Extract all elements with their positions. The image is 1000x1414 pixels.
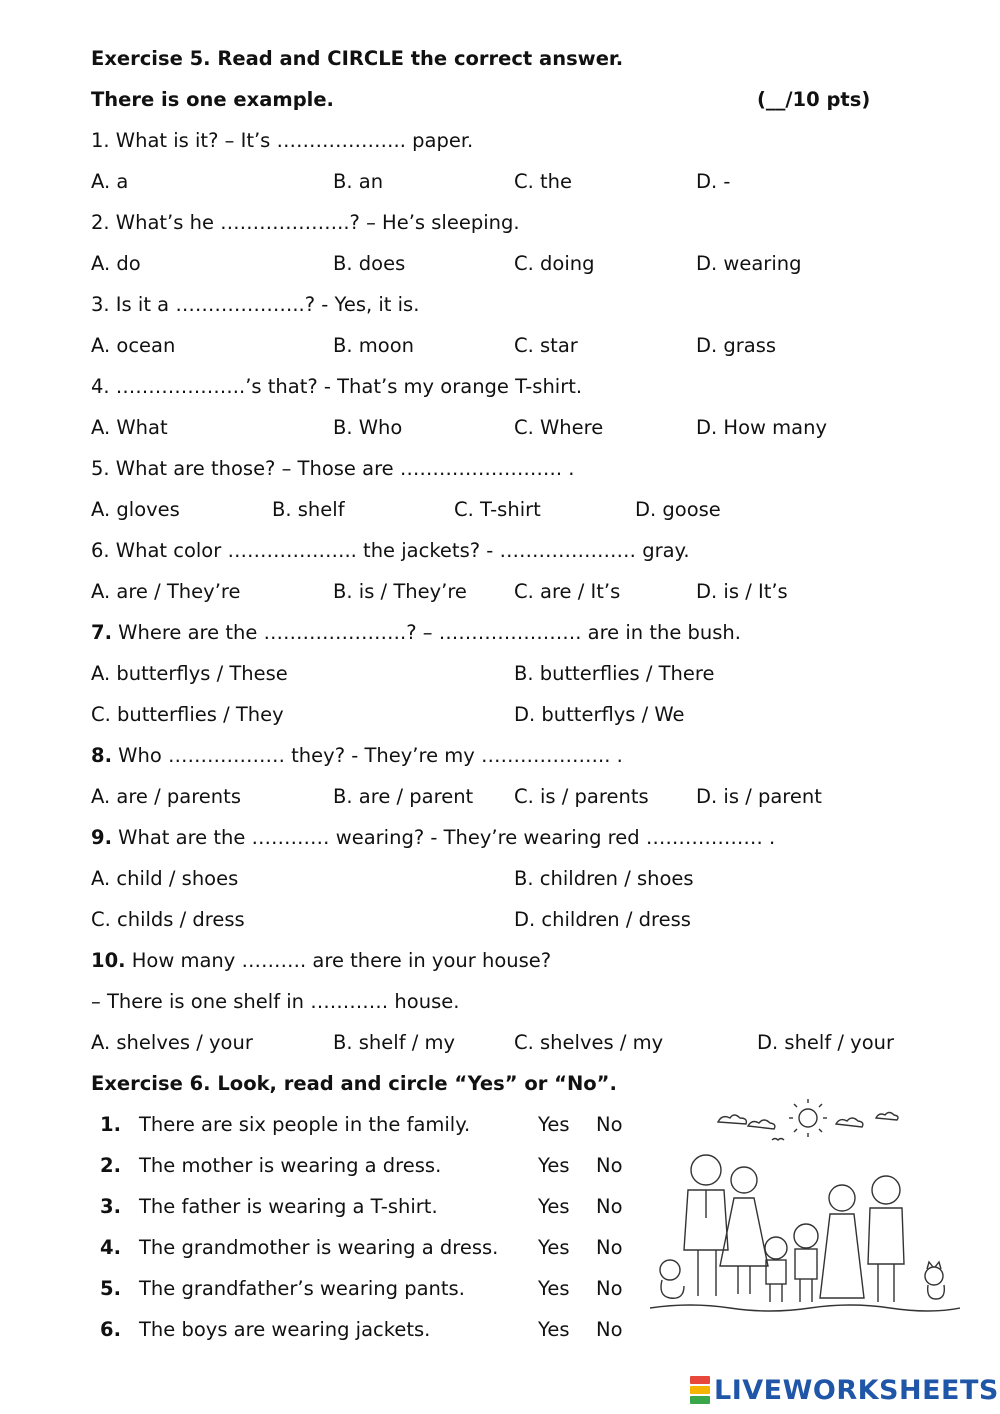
q6-option-b[interactable]: B. is / They’re (333, 580, 467, 603)
q7-option-c[interactable]: C. butterflies / They (91, 703, 284, 726)
q1-option-b[interactable]: B. an (333, 170, 384, 193)
statement-text: The boys are wearing jackets. (139, 1318, 431, 1341)
q5-option-c[interactable]: C. T-shirt (454, 498, 541, 521)
q6-option-a[interactable]: A. are / They’re (91, 580, 241, 603)
statement-number: 4. (100, 1236, 121, 1259)
q9-option-a[interactable]: A. child / shoes (91, 867, 239, 890)
q5-option-d[interactable]: D. goose (635, 498, 721, 521)
statement-number: 2. (100, 1154, 121, 1177)
q4-option-c[interactable]: C. Where (514, 416, 604, 439)
cloud-icon (748, 1120, 775, 1129)
q2-option-a[interactable]: A. do (91, 252, 141, 275)
no-option[interactable]: No (596, 1277, 623, 1300)
liveworksheets-logo (690, 1374, 999, 1406)
q8-option-d[interactable]: D. is / parent (696, 785, 822, 808)
statement-number: 1. (100, 1113, 121, 1136)
cloud-icon (876, 1113, 898, 1121)
question-10-text: How many ………. are there in your house? (125, 949, 552, 972)
q2-option-b[interactable]: B. does (333, 252, 406, 275)
question-8-number: 8. (91, 744, 112, 767)
q3-option-c[interactable]: C. star (514, 334, 578, 357)
q8-option-a[interactable]: A. are / parents (91, 785, 241, 808)
q10-option-a[interactable]: A. shelves / your (91, 1031, 253, 1054)
boy-figure (794, 1224, 818, 1302)
yes-option[interactable]: Yes (538, 1195, 570, 1218)
question-9-text: What are the ………… wearing? - They’re wearing red ……………… . (111, 826, 776, 849)
q3-option-d[interactable]: D. grass (696, 334, 777, 357)
statement-number: 3. (100, 1195, 121, 1218)
bird-icon (772, 1139, 784, 1141)
exercise6-title: Exercise 6. Look, read and circle “Yes” or “No”. (91, 1072, 617, 1095)
q8-option-c[interactable]: C. is / parents (514, 785, 649, 808)
question-7-number: 7. (91, 621, 112, 644)
q5-option-a[interactable]: A. gloves (91, 498, 180, 521)
question-5: 5. What are those? – Those are ……………………. . (91, 457, 575, 480)
q10-option-b[interactable]: B. shelf / my (333, 1031, 456, 1054)
q6-option-c[interactable]: C. are / It’s (514, 580, 621, 603)
q6-option-d[interactable]: D. is / It’s (696, 580, 788, 603)
question-8 (91, 744, 623, 768)
q1-option-a[interactable]: A. a (91, 170, 129, 193)
question-1: 1. What is it? – It’s ……………….. paper. (91, 129, 474, 152)
q3-option-a[interactable]: A. ocean (91, 334, 176, 357)
cloud-icon (836, 1118, 863, 1127)
q2-option-d[interactable]: D. wearing (696, 252, 802, 275)
question-10-number: 10. (91, 949, 126, 972)
dog-figure (660, 1260, 684, 1298)
q4-option-b[interactable]: B. Who (333, 416, 403, 439)
q8-option-b[interactable]: B. are / parent (333, 785, 474, 808)
cloud-icon (718, 1115, 746, 1124)
question-2: 2. What’s he ………………..? – He’s sleeping. (91, 211, 520, 234)
q10-option-d[interactable]: D. shelf / your (757, 1031, 895, 1054)
father-figure (684, 1155, 728, 1296)
points-score: (__/10 pts) (757, 88, 871, 111)
q9-option-b[interactable]: B. children / shoes (514, 867, 694, 890)
exercise5-title: Exercise 5. Read and CIRCLE the correct answer. (91, 47, 624, 70)
statement-number: 6. (100, 1318, 121, 1341)
q10-option-c[interactable]: C. shelves / my (514, 1031, 664, 1054)
no-option[interactable]: No (596, 1113, 623, 1136)
family-illustration (640, 1098, 960, 1338)
q7-option-b[interactable]: B. butterflies / There (514, 662, 715, 685)
question-3: 3. Is it a ………………..? - Yes, it is. (91, 293, 420, 316)
question-10 (91, 949, 551, 973)
yes-option[interactable]: Yes (538, 1113, 570, 1136)
boy-figure (765, 1237, 787, 1302)
question-6: 6. What color ……………….. the jackets? - ………………… gray. (91, 539, 690, 562)
question-7-text: Where are the ………………….? – …………………. are in the bush. (111, 621, 741, 644)
q5-option-b[interactable]: B. shelf (272, 498, 345, 521)
statement-text: The grandmother is wearing a dress. (139, 1236, 499, 1259)
statement-text: The grandfather’s wearing pants. (139, 1277, 465, 1300)
q9-option-d[interactable]: D. children / dress (514, 908, 691, 931)
q3-option-b[interactable]: B. moon (333, 334, 414, 357)
statement-text: The father is wearing a T-shirt. (139, 1195, 438, 1218)
yes-option[interactable]: Yes (538, 1236, 570, 1259)
no-option[interactable]: No (596, 1318, 623, 1341)
question-9-number: 9. (91, 826, 112, 849)
yes-option[interactable]: Yes (538, 1318, 570, 1341)
no-option[interactable]: No (596, 1154, 623, 1177)
grandfather-figure (868, 1176, 904, 1302)
statement-text: The mother is wearing a dress. (139, 1154, 442, 1177)
statement-number: 5. (100, 1277, 121, 1300)
question-10-answer-line: – There is one shelf in ………… house. (91, 990, 460, 1013)
yes-option[interactable]: Yes (538, 1154, 570, 1177)
q1-option-d[interactable]: D. - (696, 170, 731, 193)
question-8-text: Who ……………… they? - They’re my ……………….. . (111, 744, 623, 767)
no-option[interactable]: No (596, 1236, 623, 1259)
question-7 (91, 621, 741, 645)
cat-figure (925, 1262, 944, 1299)
grandmother-figure (820, 1185, 864, 1298)
q7-option-a[interactable]: A. butterflys / These (91, 662, 288, 685)
logo-mark-icon (690, 1376, 710, 1404)
exercise5-subtitle: There is one example. (91, 88, 334, 111)
q7-option-d[interactable]: D. butterflys / We (514, 703, 685, 726)
q1-option-c[interactable]: C. the (514, 170, 573, 193)
yes-option[interactable]: Yes (538, 1277, 570, 1300)
question-9 (91, 826, 775, 850)
question-4: 4. ………………..’s that? - That’s my orange T-shirt. (91, 375, 583, 398)
q9-option-c[interactable]: C. childs / dress (91, 908, 245, 931)
mother-figure (720, 1167, 768, 1294)
q2-option-c[interactable]: C. doing (514, 252, 595, 275)
statement-text: There are six people in the family. (139, 1113, 471, 1136)
ground-line (650, 1305, 960, 1311)
logo-text: LIVEWORKSHEETS (714, 1374, 999, 1406)
q4-option-a[interactable]: A. What (91, 416, 168, 439)
no-option[interactable]: No (596, 1195, 623, 1218)
q4-option-d[interactable]: D. How many (696, 416, 827, 439)
sun-icon (789, 1099, 827, 1137)
